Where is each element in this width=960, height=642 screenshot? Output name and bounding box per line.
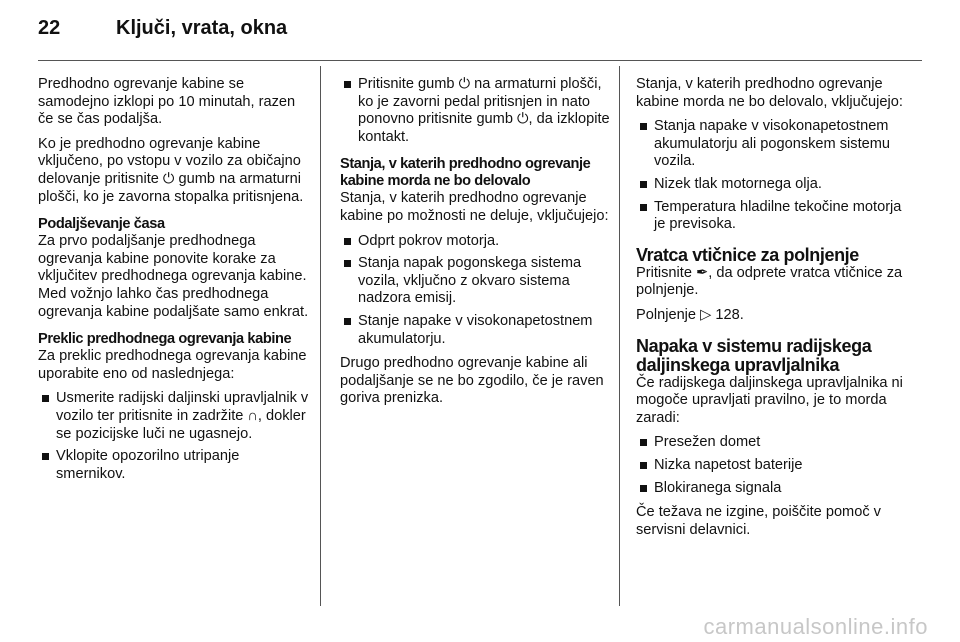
- header-divider: [38, 60, 922, 61]
- column-left: [38, 76, 310, 490]
- list-item: Nizek tlak motornega olja.: [636, 176, 908, 194]
- page-number: 22: [38, 17, 61, 39]
- list-item: Presežen domet: [636, 434, 908, 452]
- section-heading-cancel-preheat: Preklic predhodnega ogrevanja kabine: [38, 331, 292, 348]
- list-item: Stanja napak pogonskega sistema vozila, vključno z okvaro sistema nadzora emisij.: [340, 255, 612, 308]
- cancel-options-list-continued: [340, 76, 612, 146]
- charge-port-paragraph: Pritisnite ✒, da odprete vratca vtičnice za polnjenje.: [636, 264, 903, 299]
- column-divider-right: [619, 66, 620, 606]
- charging-reference: Polnjenje ▷ 128.: [636, 306, 744, 323]
- list-item: Vklopite opozorilno utripanje smernikov.: [38, 448, 310, 483]
- list-item: Pritisnite gumb ⏻ na armaturni plošči, ko je zavorni pedal pritisnjen in nato ponovno pritisnite gumb ⏻, da izklopite kontakt.: [340, 76, 612, 146]
- list-item: Blokiranega signala: [636, 480, 908, 498]
- auto-off-paragraph: Predhodno ogrevanje kabine se samodejno izklopi po 10 minutah, razen če se čas podaljša.: [38, 76, 296, 128]
- conditions-list-2: [636, 118, 908, 234]
- page-header: [38, 17, 922, 49]
- remote-fault-causes-list: [636, 434, 908, 497]
- conditions-intro-paragraph-2: Stanja, v katerih predhodno ogrevanje kabine morda ne bo delovalo, vključujejo:: [636, 76, 903, 110]
- column-right: [636, 76, 908, 546]
- list-item: Temperatura hladilne tekočine motorja je previsoka.: [636, 199, 908, 234]
- remote-fault-intro-paragraph: Če radijskega daljinskega upravljalnika ni mogoče upravljati pravilno, je to morda zaradi:: [636, 374, 903, 426]
- section-heading-charge-port-door: Vratca vtičnice za polnjenje: [636, 244, 859, 265]
- list-item: Stanja napake v visokonapetostnem akumulatorju ali pogonskem sistemu vozila.: [636, 118, 908, 171]
- column-divider-left: [320, 66, 321, 606]
- extend-time-paragraph: Za prvo podaljšanje predhodnega ogrevanja kabine ponovite korake za vključitev predhodnega ogrevanja kabine. Med vožnjo lahko čas predhodnega ogrevanja kabine podaljšate samo enkrat.: [38, 233, 309, 320]
- list-item: Nizka napetost baterije: [636, 457, 908, 475]
- section-heading-may-not-work: Stanja, v katerih predhodno ogrevanje kabine morda ne bo delovalo: [340, 156, 591, 190]
- cancel-intro-paragraph: Za preklic predhodnega ogrevanja kabine uporabite eno od naslednjega:: [38, 348, 307, 382]
- list-item: Odprt pokrov motorja.: [340, 233, 612, 251]
- service-help-paragraph: Če težava ne izgine, poiščite pomoč v servisni delavnici.: [636, 504, 881, 538]
- list-item: Stanje napake v visokonapetostnem akumulatorju.: [340, 313, 612, 348]
- section-heading-remote-fault: Napaka v sistemu radijskega daljinskega upravljalnika: [636, 335, 872, 375]
- conditions-intro-paragraph: Stanja, v katerih predhodno ogrevanje kabine po možnosti ne deluje, vključujejo:: [340, 190, 609, 224]
- cancel-options-list: [38, 390, 310, 483]
- page-title: Ključi, vrata, okna: [116, 17, 288, 39]
- column-middle: [340, 76, 612, 415]
- conditions-list: [340, 233, 612, 349]
- fuel-level-paragraph: Drugo predhodno ogrevanje kabine ali podaljšanje se ne bo zgodilo, če je raven goriva prenizka.: [340, 355, 604, 407]
- section-heading-extend-time: Podaljševanje časa: [38, 216, 165, 233]
- list-item: Usmerite radijski daljinski upravljalnik v vozilo ter pritisnite in zadržite ∩, dokler se pozicijske luči ne ugasnejo.: [38, 390, 310, 443]
- watermark: carmanualsonline.info: [703, 614, 928, 639]
- normal-operation-paragraph: Ko je predhodno ogrevanje kabine vključeno, po vstopu v vozilo za običajno delovanje pritisnite ⏻ gumb na armaturni plošči, ko je zavorna stopalka pritisnjena.: [38, 135, 304, 205]
